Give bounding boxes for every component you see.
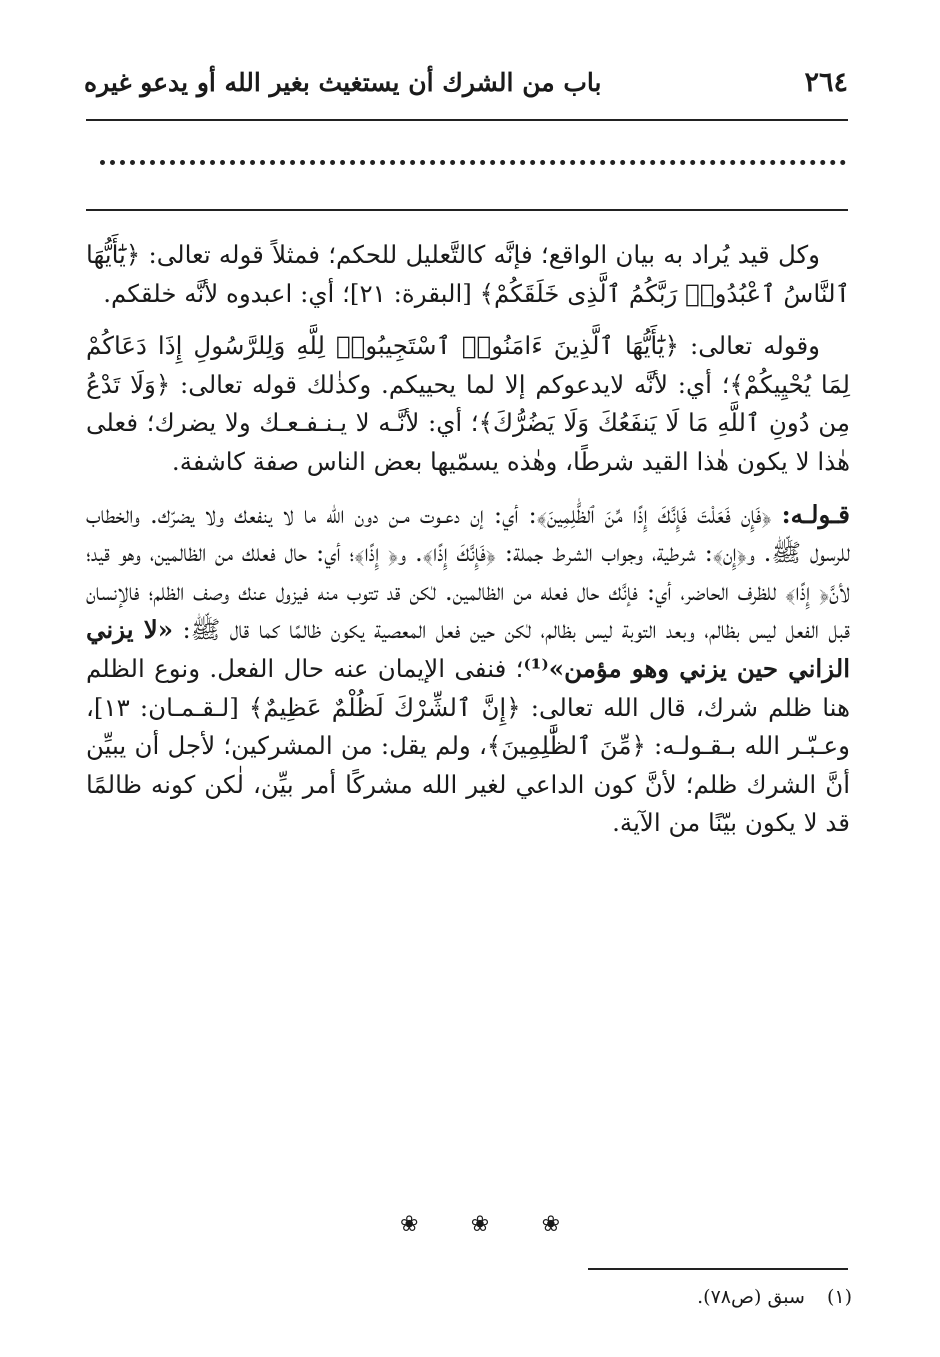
hadith-quote: «لا يزني الزاني حين يزني وهو مؤمن»⁽¹⁾ — [86, 615, 850, 683]
paragraph-1: وكل قيد يُراد به بيان الواقع؛ فإنَّه كالتَّعليل للحكم؛ فمثلاً قوله تعالى: ﴿يَٰٓأَيُّهَا ٱلنَّاسُ ٱعْبُدُوا۟ رَبَّكُمُ ٱلَّذِى خَلَقَكُمْ﴾ [البقرة: ٢١]؛ أي: اعبدوه لأنَّه خلقكم. — [86, 240, 850, 308]
paragraph-3-text-b: ؛ فنفى الإيمان عنه حال الفعل. ونوع الظلم هنا ظلم شرك، قال الله تعالى: ﴿إِنَّ ٱلشِّرْكَ لَظُلْمٌ عَظِيمٌ﴾ [لـقـمـان: ١٣]، وعـبّـر الله بـقـولـه: ﴿مِّنَ ٱلظَّٰلِمِينَ﴾، ولم يقل: من المشركين؛ لأجل أن يبيِّن أنَّ الشرك ظلم؛ لأنَّ كون الداعي لغير الله مشركًا أمر بيِّن، لٰكن كونه ظالمًا قد لا يكون بيّنًا من الآية. — [86, 653, 850, 838]
footnote — [452, 1286, 852, 1308]
separator-ornament-icon: ❀ — [541, 1212, 560, 1237]
page-number: ٢٦٤ — [804, 66, 848, 98]
separator-ornament-icon: ❀ — [470, 1212, 490, 1237]
footnote-rule — [588, 1268, 848, 1270]
paragraph-2: وقوله تعالى: ﴿يَٰٓأَيُّهَا ٱلَّذِينَ ءَامَنُوا۟ ٱسْتَجِيبُوا۟ لِلَّهِ وَلِلرَّسُولِ إِذَا دَعَاكُمْ لِمَا يُحْيِيكُمْ﴾؛ أي: لأنَّه لايدعوكم إلا لما يحييكم. وكذٰلك قوله تعالى: ﴿وَلَا تَدْعُ مِن دُونِ ٱللَّهِ مَا لَا يَنفَعُكَ وَلَا يَضُرُّكَ﴾؛ أي: لأنَّـه لا يـنـفـعـك ولا يضرك؛ فعلى هٰذا لا يكون هٰذا القيد شرطًا، وهٰذه يسمّيها بعض الناس صفة كاشفة. — [86, 331, 850, 476]
section-rule — [86, 209, 848, 211]
header-rule — [86, 119, 848, 121]
paragraph-3 — [86, 496, 850, 843]
body-text — [86, 236, 850, 843]
running-header — [84, 62, 848, 102]
lead-word-qawluhu: قـولـه: — [781, 499, 850, 529]
paragraph-3-text-a: ﴿فَإِن فَعَلْتَ فَإِنَّكَ إِذًا مِّنَ ٱلظَّٰلِمِينَ﴾: أي: إن دعـوت مـن دون الله ما لا ينفعك ولا يضرّك. والخطاب للرسول ﷺ. و﴿إِن﴾: شرطية، وجواب الشرط جملة: ﴿فَإِنَّكَ إِذًا﴾. و﴿ إِذًا﴾؛ أي: حال فعلك من الظالمين، وهو قيد؛ لأنَّ﴿ إِذًا﴾ للظرف الحاضر، أي: فإنَّك حال فعله من الظالمين. لٰكن قد تتوب منه فيزول عنك وصف الظلم؛ فالإنسان قبل الفعل ليس بظالم، وبعد التوبة ليس بظالم، لٰكن حين فعل المعصية يكون ظالمًا كما قال ﷺ: — [86, 499, 850, 645]
chapter-title: باب من الشرك أن يستغيث بغير الله أو يدعو غيره — [84, 67, 602, 97]
footnote-marker: (١) — [826, 1286, 852, 1308]
dotted-omission-line — [100, 160, 846, 185]
separator-ornament-icon: ❀ — [400, 1212, 419, 1237]
section-separator — [400, 1212, 560, 1237]
footnote-text: سبق (ص٧٨). — [697, 1286, 805, 1308]
